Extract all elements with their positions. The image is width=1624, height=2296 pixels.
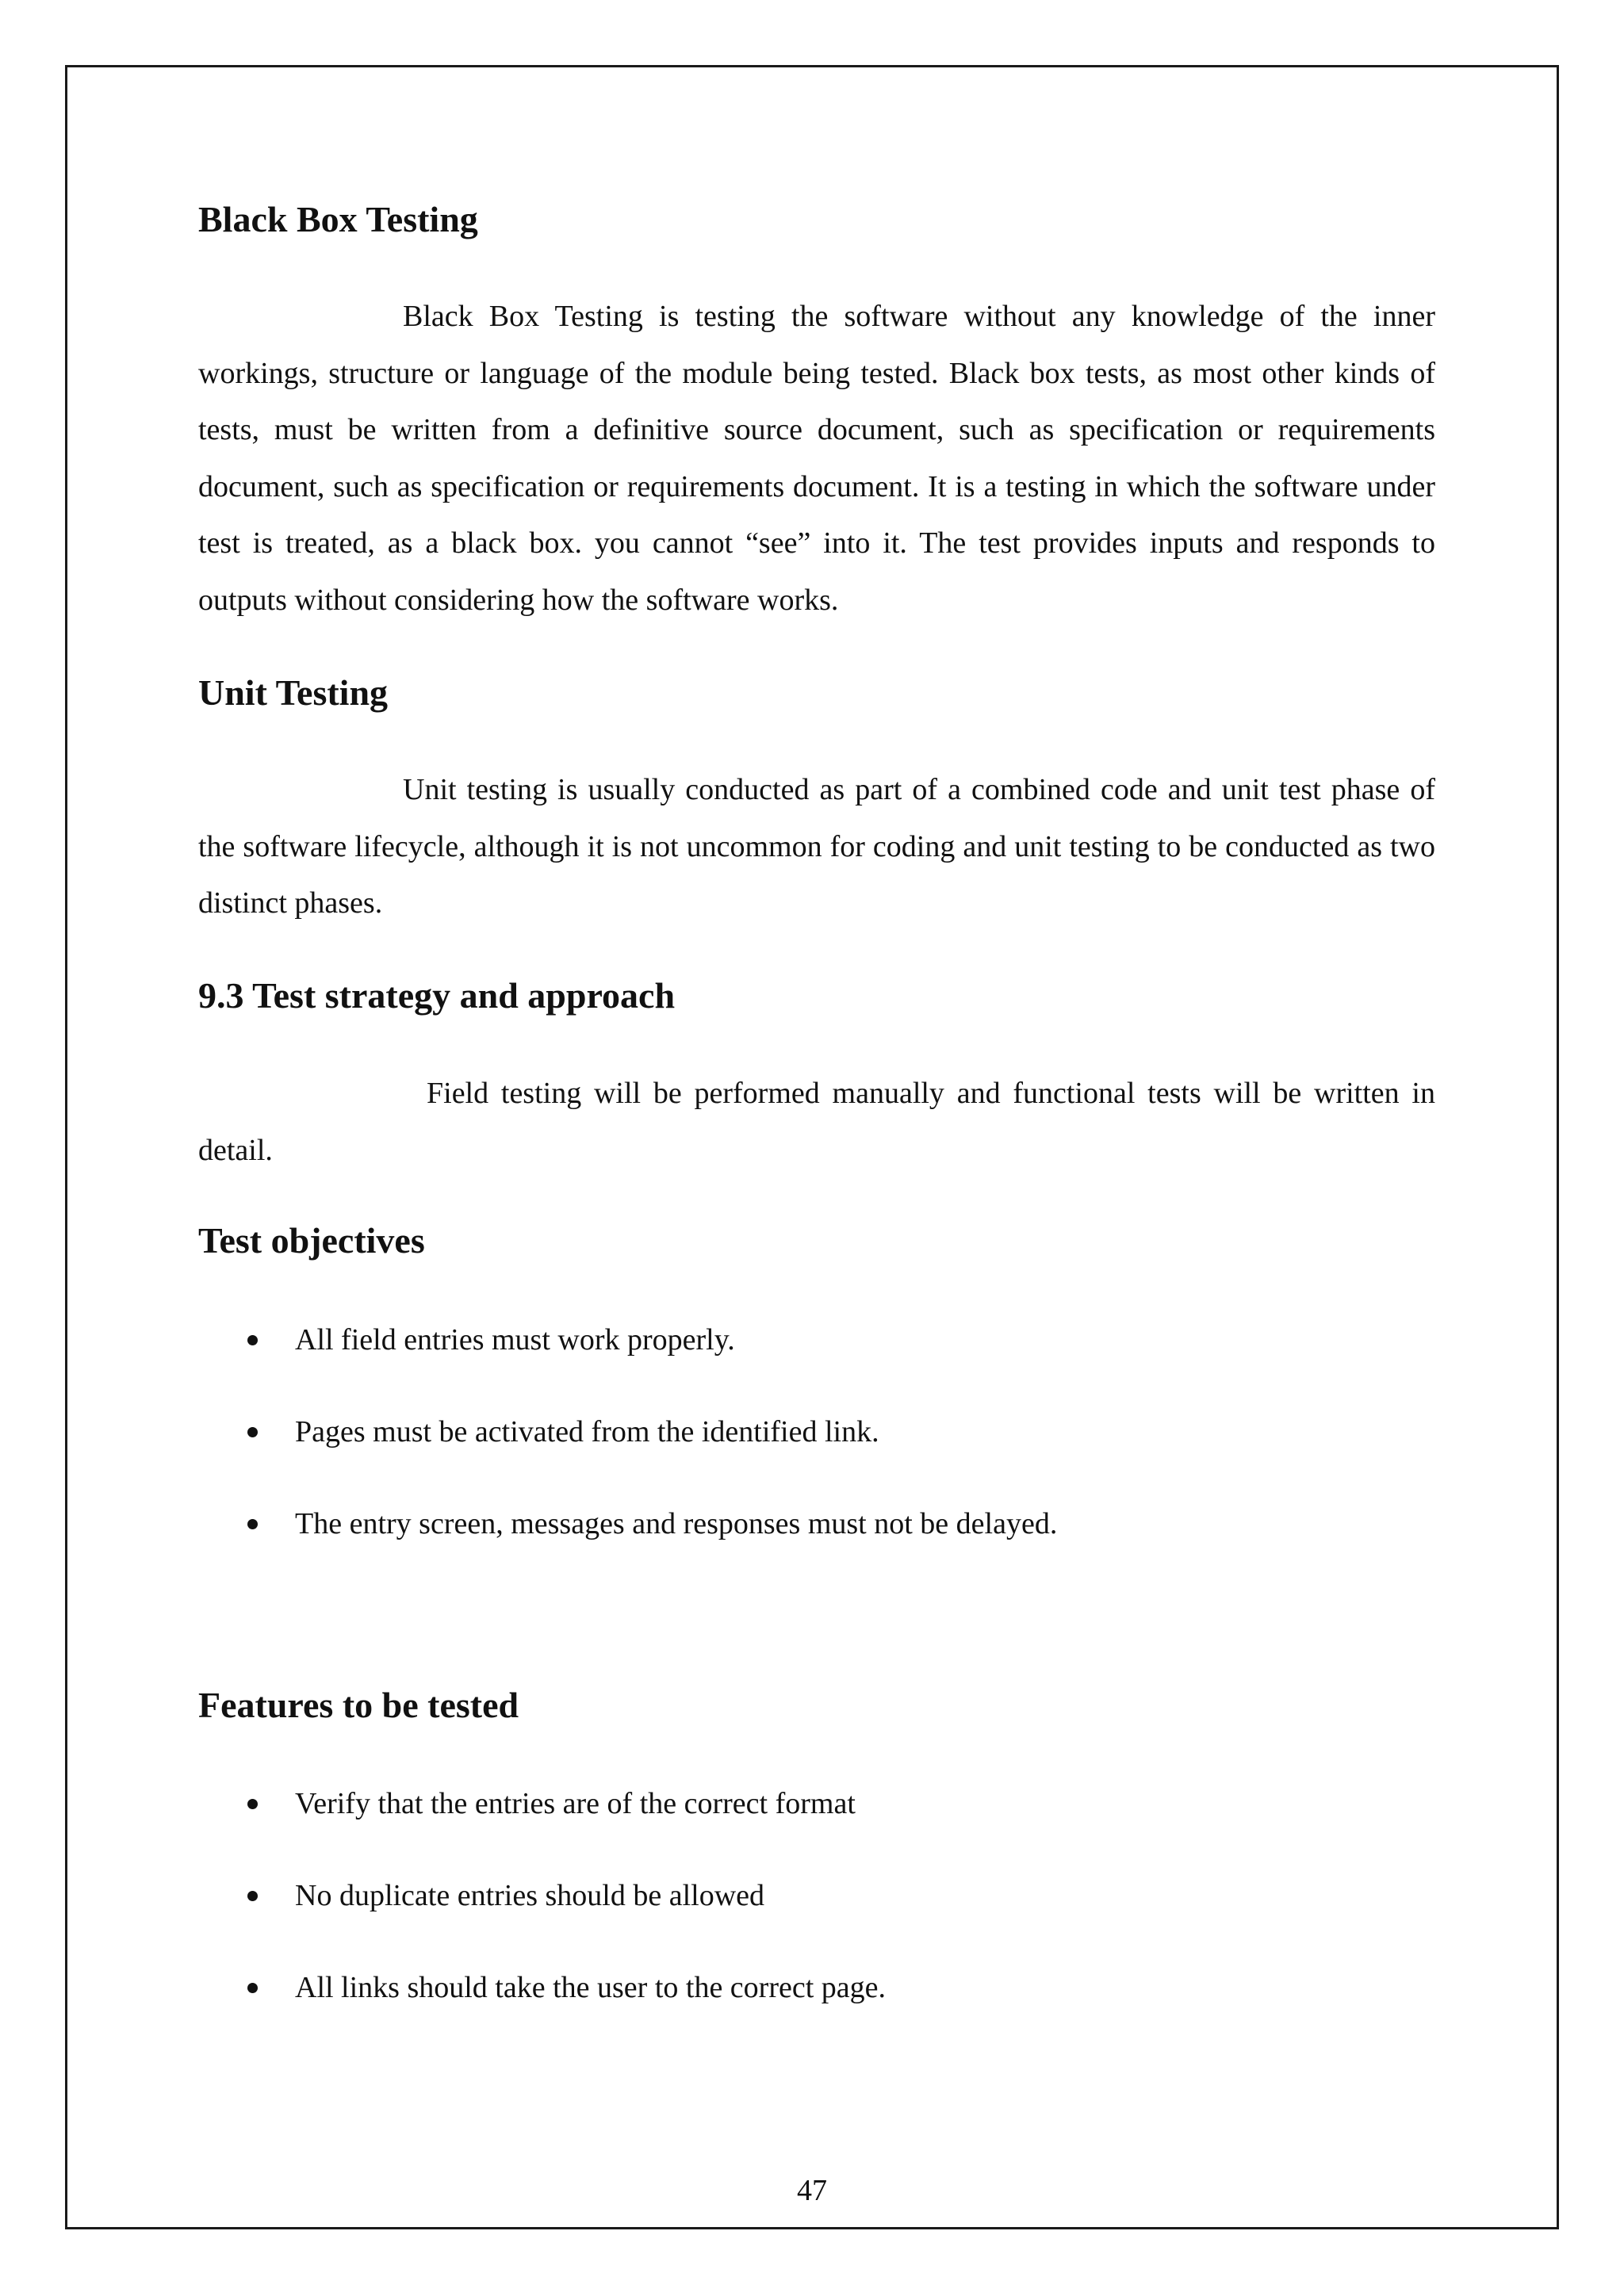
list-item-text: Pages must be activated from the identified link. [295, 1415, 879, 1448]
list-item [198, 1320, 1435, 1412]
paragraph-unit-testing: Unit testing is usually conducted as part of a combined code and unit test phase of the software lifecycle, although it is not uncommon for coding and unit testing to be conducted as two distinct phases. [198, 773, 1435, 920]
page-number: 47 [797, 2174, 827, 2207]
list-item [198, 1784, 1435, 1876]
list-item-text: No duplicate entries should be allowed [295, 1879, 765, 1912]
heading-unit-testing: Unit Testing [198, 672, 389, 713]
list-item [198, 1504, 1435, 1596]
features-to-be-tested-list [198, 1784, 1435, 2060]
bullet-icon [247, 1427, 258, 1437]
paragraph-test-strategy: Field testing will be performed manually and functional tests will be written in detail. [198, 1077, 1435, 1167]
list-item-text: Verify that the entries are of the correct format [295, 1787, 856, 1820]
list-item-text: All field entries must work properly. [295, 1323, 735, 1357]
list-item-text: The entry screen, messages and responses must not be delayed. [295, 1507, 1058, 1540]
list-item [198, 1412, 1435, 1504]
bullet-icon [247, 1891, 258, 1901]
list-item-text: All links should take the user to the correct page. [295, 1971, 887, 2004]
bullet-icon [247, 1983, 258, 1993]
heading-features-to-be-tested: Features to be tested [198, 1685, 519, 1725]
heading-test-strategy: 9.3 Test strategy and approach [198, 975, 676, 1016]
bullet-icon [247, 1519, 258, 1529]
paragraph-black-box-testing: Black Box Testing is testing the software without any knowledge of the inner workings, structure or language of the module being tested. Black box tests, as most other kinds of tests, must be written from a definitive source document, such as specification or requirements document, such as specification or requirements document. It is a testing in which the software under test is treated, as a black box. you cannot “see” into it. The test provides inputs and responds to outputs without considering how the software works. [198, 300, 1435, 617]
test-objectives-list [198, 1320, 1435, 1596]
list-item [198, 1968, 1435, 2060]
heading-test-objectives: Test objectives [198, 1220, 425, 1261]
bullet-icon [247, 1335, 258, 1345]
list-item [198, 1876, 1435, 1968]
bullet-icon [247, 1799, 258, 1809]
heading-black-box-testing: Black Box Testing [198, 199, 478, 239]
